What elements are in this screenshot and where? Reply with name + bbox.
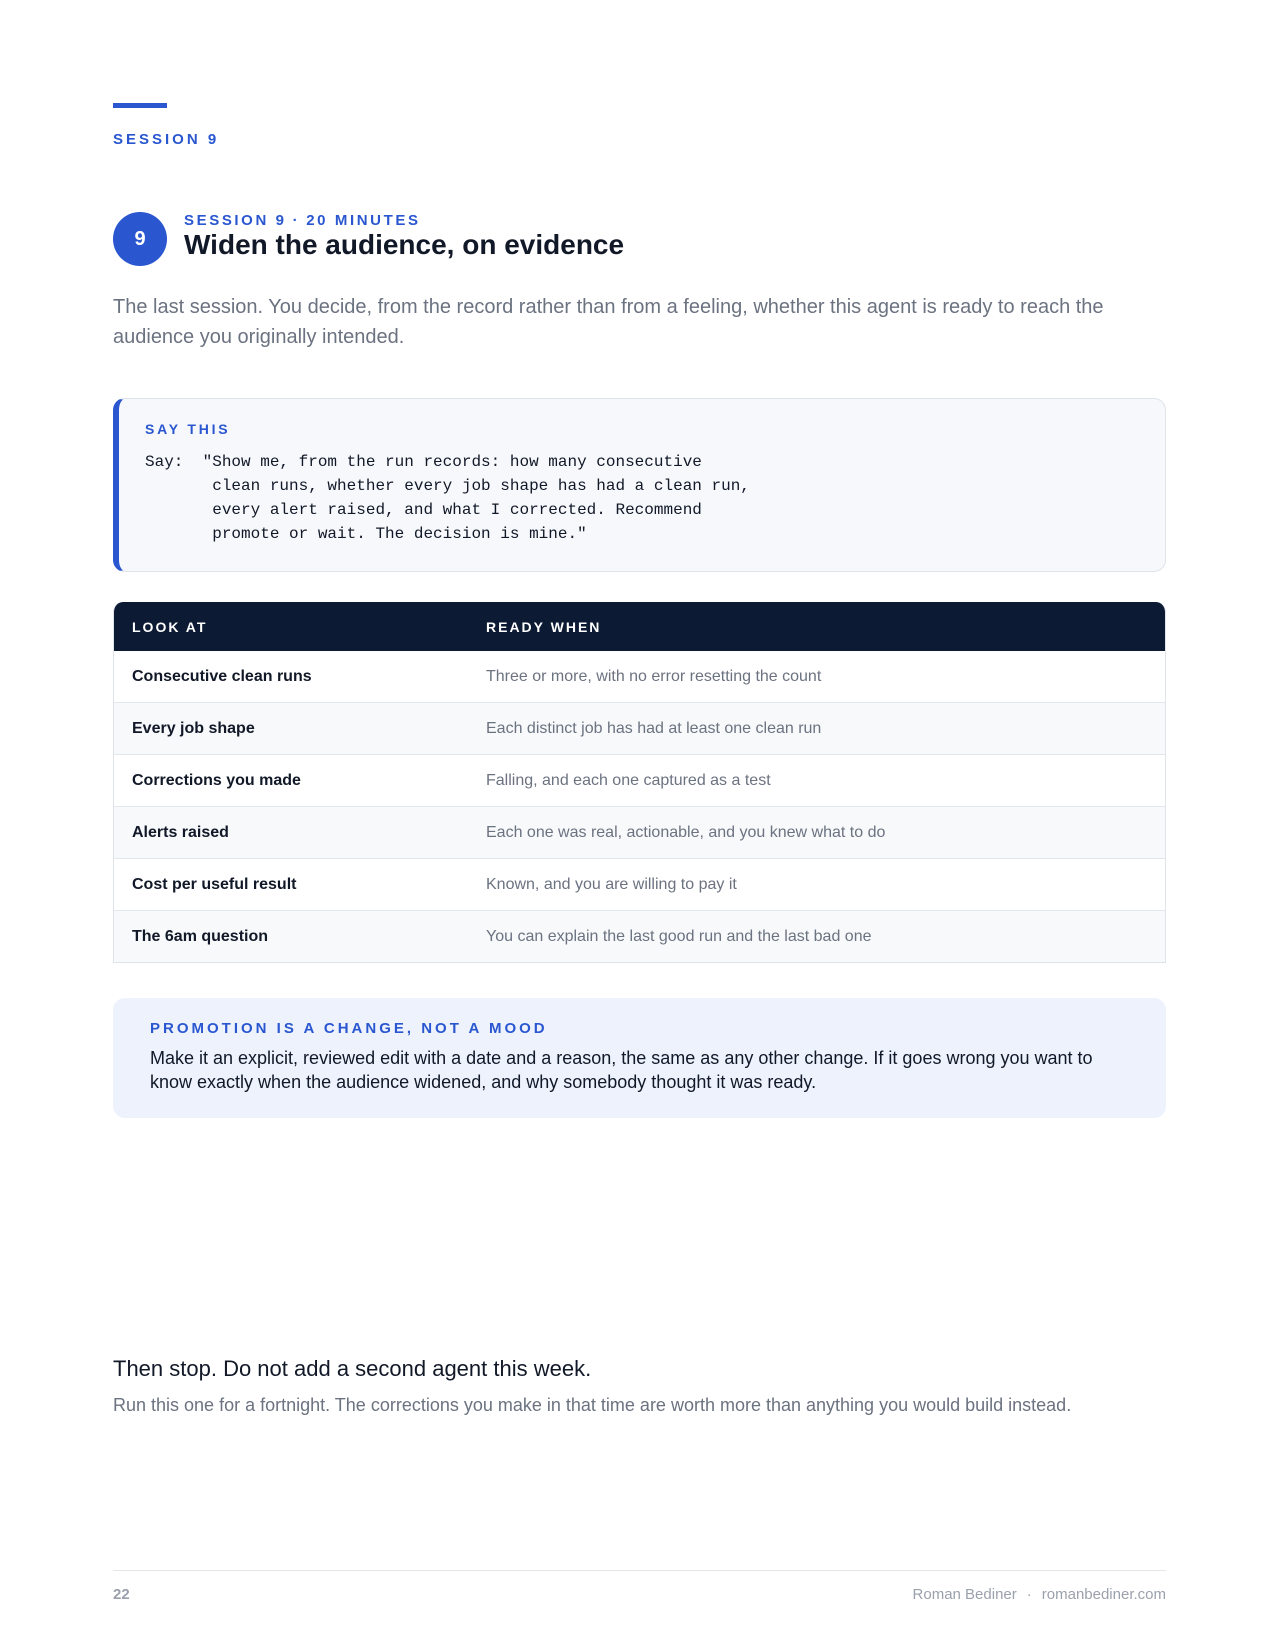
closing-title: Then stop. Do not add a second agent this week. [113,1356,592,1381]
table-header-row [114,602,1165,651]
criterion-name: Every job shape [114,702,468,754]
criterion-condition: Each distinct job has had at least one clean run [468,702,1165,754]
session-number-badge: 9 [113,212,167,266]
readiness-criteria-table [113,602,1166,963]
criterion-condition: Three or more, with no error resetting the count [486,667,822,685]
criterion-name: Alerts raised [114,806,468,858]
session-meta-separator: · [292,212,301,229]
session-duration: 20 MINUTES [306,212,421,229]
session-meta [184,212,421,229]
footer-website: romanbediner.com [1041,1586,1166,1603]
table-row [114,910,1165,962]
footer-divider [113,1570,1166,1571]
session-meta-label: SESSION 9 [184,212,287,229]
footer-separator: · [1026,1586,1032,1603]
criterion-name: Cost per useful result [114,858,468,910]
note-label: PROMOTION IS A CHANGE, NOT A MOOD [150,1020,548,1037]
session-title: Widen the audience, on evidence [184,229,625,260]
say-this-prompt: Say: "Show me, from the run records: how many consecutive clean runs, whether every job shape has had a clean run, every alert raised, and what I corrected. Recommend promote or wait. The decision is mine." [145,453,750,543]
say-this-box [113,398,1166,572]
session-lede: The last session. You decide, from the record rather than from a feeling, whether this agent is ready to reach the audience you originally intended. [113,296,1104,348]
table-row [114,651,1165,702]
criterion-name: The 6am question [114,910,468,962]
say-this-label: SAY THIS [145,421,231,437]
promotion-note-callout [113,998,1166,1118]
table-row [114,754,1165,806]
criterion-condition: Falling, and each one captured as a test [468,754,1165,806]
criterion-name: Consecutive clean runs [132,667,312,685]
footer-credits [913,1586,1166,1603]
note-text: Make it an explicit, reviewed edit with a date and a reason, the same as any other change. If it goes wrong you want to know exactly when the audience widened, and why somebody thought it was ready. [150,1048,1093,1092]
column-header-ready-when: READY WHEN [468,602,1165,651]
table-row [114,858,1165,910]
table-row [114,702,1165,754]
criterion-condition: Known, and you are willing to pay it [468,858,1165,910]
page-number: 22 [113,1586,130,1603]
table-row [114,806,1165,858]
column-header-look-at: LOOK AT [114,602,468,651]
criterion-name: Corrections you made [114,754,468,806]
criterion-condition: Each one was real, actionable, and you knew what to do [468,806,1165,858]
criterion-condition: You can explain the last good run and the last bad one [468,910,1165,962]
top-accent-rule [113,103,167,108]
footer-author: Roman Bediner [912,1586,1017,1603]
section-kicker: SESSION 9 [113,131,220,148]
closing-text: Run this one for a fortnight. The corrections you make in that time are worth more than anything you would build instead. [113,1395,1072,1415]
